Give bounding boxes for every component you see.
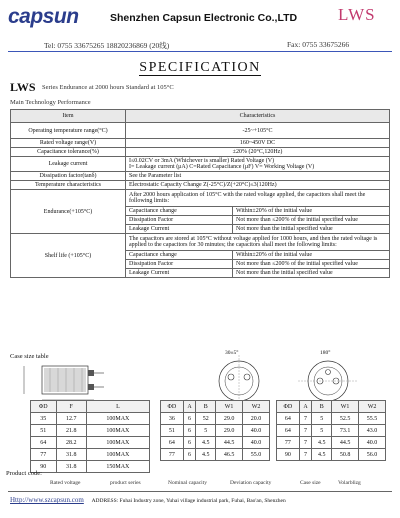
dimension-table-2 xyxy=(160,400,270,461)
dissipation-value: See the Parameter list xyxy=(126,172,390,181)
footer xyxy=(10,496,286,504)
table-row xyxy=(31,461,150,473)
dim-cell: 52.5 xyxy=(332,413,359,425)
dim-header: F xyxy=(56,401,86,413)
dim-cell: 5 xyxy=(312,425,332,437)
dim-cell: 6 xyxy=(183,425,196,437)
dim-cell: 73.1 xyxy=(332,425,359,437)
dim-cell: 90 xyxy=(31,461,57,473)
dim-cell: 7 xyxy=(299,425,312,437)
shelf-description: The capacitors are stored at 105°C without voltage applied for 1000 hours, and then the rated voltage is applied to the capacitors for 30 minutes; the capacitors shall meet the following limits: xyxy=(129,236,378,248)
dim-cell: 50.8 xyxy=(332,449,359,461)
dim-cell: 56.0 xyxy=(359,449,386,461)
series-name: LWS xyxy=(10,80,36,94)
spec-table xyxy=(10,109,390,278)
dim-cell: 6 xyxy=(183,437,196,449)
address-text: ADDRESS: Fuhai Industry zone, Yuhai village industrial park, Fuhai, Bao'an, Shenzhen xyxy=(91,498,286,504)
dim-cell: 100MAX xyxy=(86,413,149,425)
dim-cell: 77 xyxy=(31,449,57,461)
table-row xyxy=(31,413,150,425)
angle-label-1: 30±5° xyxy=(225,350,239,356)
page-title: SPECIFICATION xyxy=(139,60,261,75)
dim-cell: 51 xyxy=(161,425,184,437)
product-code-part: Volarblizg xyxy=(338,480,361,486)
product-code-part: Deviation capacity xyxy=(230,480,272,486)
dim-cell: 90 xyxy=(277,449,300,461)
temp-label: Operating temperature range(°C) xyxy=(11,123,126,139)
table-row xyxy=(31,437,150,449)
dim-cell: 6 xyxy=(183,449,196,461)
header-characteristics: Characteristics xyxy=(126,110,390,123)
temp-value: -25~+105°C xyxy=(126,123,390,139)
section-heading: Main Technology Performance xyxy=(10,99,91,106)
dim-cell: 44.5 xyxy=(332,437,359,449)
endurance-key: Dissipation Factor xyxy=(126,216,233,225)
dim-cell: 5 xyxy=(196,425,216,437)
dim-cell: 36 xyxy=(161,413,184,425)
dim-cell: 46.5 xyxy=(216,449,243,461)
leakage-value xyxy=(126,157,390,172)
table-row xyxy=(277,425,386,437)
shelf-key: Dissipation Factor xyxy=(126,260,233,269)
shelf-value xyxy=(126,234,390,278)
table-row xyxy=(161,449,270,461)
dim-cell: 64 xyxy=(161,437,184,449)
endurance-key: Leakage Current xyxy=(126,225,233,234)
dim-cell: 4.5 xyxy=(312,437,332,449)
dim-header: W2 xyxy=(243,401,270,413)
endurance-value xyxy=(126,190,390,234)
dim-cell: 4.5 xyxy=(196,449,216,461)
dim-cell: 12.7 xyxy=(56,413,86,425)
dim-cell: 31.8 xyxy=(56,461,86,473)
dim-cell: 43.0 xyxy=(359,425,386,437)
product-code-part: Rated voltage xyxy=(50,480,81,486)
dim-cell: 100MAX xyxy=(86,449,149,461)
dim-cell: 7 xyxy=(299,437,312,449)
endurance-limits xyxy=(126,206,389,233)
telephone-text: Tel: 0755 33675265 18820236869 (20线) xyxy=(44,41,170,50)
leakage-line-2: I= Leakage current (μA) C=Rated Capacitance (μF) V= Working Voltage (V) xyxy=(129,164,315,170)
endurance-val: Not more than the initial specified value xyxy=(233,225,390,234)
dim-header: L xyxy=(86,401,149,413)
dim-cell: 40.0 xyxy=(243,425,270,437)
voltage-value: 160~450V DC xyxy=(126,139,390,148)
dim-header: A xyxy=(299,401,312,413)
angle-label-2: 180° xyxy=(320,350,331,356)
table-row xyxy=(161,413,270,425)
dim-cell: 31.8 xyxy=(56,449,86,461)
dim-header: B xyxy=(312,401,332,413)
company-name: Shenzhen Capsun Electronic Co.,LTD xyxy=(110,12,298,24)
shelf-key: Capacitance change xyxy=(126,251,233,260)
dim-cell: 100MAX xyxy=(86,437,149,449)
dim-cell: 77 xyxy=(161,449,184,461)
dim-cell: 55.5 xyxy=(359,413,386,425)
dim-cell: 77 xyxy=(277,437,300,449)
dim-cell: 29.0 xyxy=(216,413,243,425)
leakage-line-1: I≤0.02CV or 3mA (Whichever is smaller) Rated Voltage (V) xyxy=(129,158,275,164)
dim-header: ΦD xyxy=(31,401,57,413)
product-code-part: Nominal capacity xyxy=(168,480,207,486)
dimension-table-3 xyxy=(276,400,386,461)
endurance-description: After 2000 hours application of 105°C with the rated voltage applied, the capacitors shall meet the following limits: xyxy=(129,192,366,204)
dim-cell: 64 xyxy=(31,437,57,449)
dim-cell: 52 xyxy=(196,413,216,425)
header-item: Item xyxy=(11,110,126,123)
table-row xyxy=(31,425,150,437)
shelf-val: Not more than ≤200% of the initial specified value xyxy=(233,260,390,269)
dim-cell: 7 xyxy=(299,413,312,425)
endurance-key: Capacitance change xyxy=(126,207,233,216)
dim-header: W1 xyxy=(332,401,359,413)
product-code-part: product series xyxy=(110,480,141,486)
dim-cell: 55.0 xyxy=(243,449,270,461)
dissipation-label: Dissipation factor(tanδ) xyxy=(11,172,126,181)
dim-cell: 20.0 xyxy=(243,413,270,425)
shelf-limits xyxy=(126,250,389,277)
dim-cell: 150MAX xyxy=(86,461,149,473)
dimension-table-1 xyxy=(30,400,150,473)
dim-cell: 100MAX xyxy=(86,425,149,437)
endurance-val: Not more than ≤200% of the initial specified value xyxy=(233,216,390,225)
dim-cell: 40.0 xyxy=(243,437,270,449)
dim-cell: 64 xyxy=(277,425,300,437)
company-logo: capsun xyxy=(8,5,79,28)
dim-header: B xyxy=(196,401,216,413)
cap-tol-value: ±20% (20°C,120Hz) xyxy=(126,148,390,157)
header-divider xyxy=(8,51,392,52)
dim-header: A xyxy=(183,401,196,413)
table-row xyxy=(161,437,270,449)
table-row xyxy=(277,449,386,461)
dim-cell: 28.2 xyxy=(56,437,86,449)
dim-cell: 21.8 xyxy=(56,425,86,437)
shelf-key: Leakage Current xyxy=(126,269,233,278)
dim-header: W2 xyxy=(359,401,386,413)
endurance-label: Endurance(+105°C) xyxy=(11,190,126,234)
table-row xyxy=(31,449,150,461)
product-code-label: Product code: xyxy=(6,470,42,477)
cap-tol-label: Capacitance tolerance(%) xyxy=(11,148,126,157)
dim-header: W1 xyxy=(216,401,243,413)
series-description: Series Endurance at 2000 hours Standard at 105°C xyxy=(42,84,174,91)
tempchar-label: Temperature characteristics xyxy=(11,181,126,190)
dim-cell: 29.0 xyxy=(216,425,243,437)
dim-cell: 64 xyxy=(277,413,300,425)
product-code-part: Case size xyxy=(300,480,321,486)
shelf-val: Within±20% of the initial value xyxy=(233,251,390,260)
shelf-label: Shelf life (+105°C) xyxy=(11,234,126,278)
website-link[interactable]: Http://www.szcapsun.com xyxy=(10,496,84,504)
table-row xyxy=(277,437,386,449)
leakage-label: Leakage current xyxy=(11,157,126,172)
dim-cell: 35 xyxy=(31,413,57,425)
dim-cell: 40.0 xyxy=(359,437,386,449)
voltage-label: Rated voltage range(V) xyxy=(11,139,126,148)
footer-divider xyxy=(8,491,392,492)
brand-mark: LWS xyxy=(338,5,376,24)
table-row xyxy=(277,413,386,425)
dim-cell: 44.5 xyxy=(216,437,243,449)
table-row xyxy=(161,425,270,437)
dim-cell: 5 xyxy=(312,413,332,425)
case-size-title: Case size table xyxy=(10,353,49,360)
fax-text: Fax: 0755 33675266 xyxy=(287,40,350,49)
dim-header: ΦD xyxy=(161,401,184,413)
dim-header: ΦD xyxy=(277,401,300,413)
shelf-val: Not more than the initial specified value xyxy=(233,269,390,278)
dim-cell: 4.5 xyxy=(196,437,216,449)
dim-cell: 6 xyxy=(183,413,196,425)
dim-cell: 4.5 xyxy=(312,449,332,461)
endurance-val: Within±20% of the initial value xyxy=(233,207,390,216)
tempchar-value: Electrostatic Capacity Change Z(-25°C)/Z(+20°C)≤3(120Hz) xyxy=(126,181,390,190)
dim-cell: 7 xyxy=(299,449,312,461)
dim-cell: 51 xyxy=(31,425,57,437)
capacitor-side-drawing xyxy=(20,358,130,404)
